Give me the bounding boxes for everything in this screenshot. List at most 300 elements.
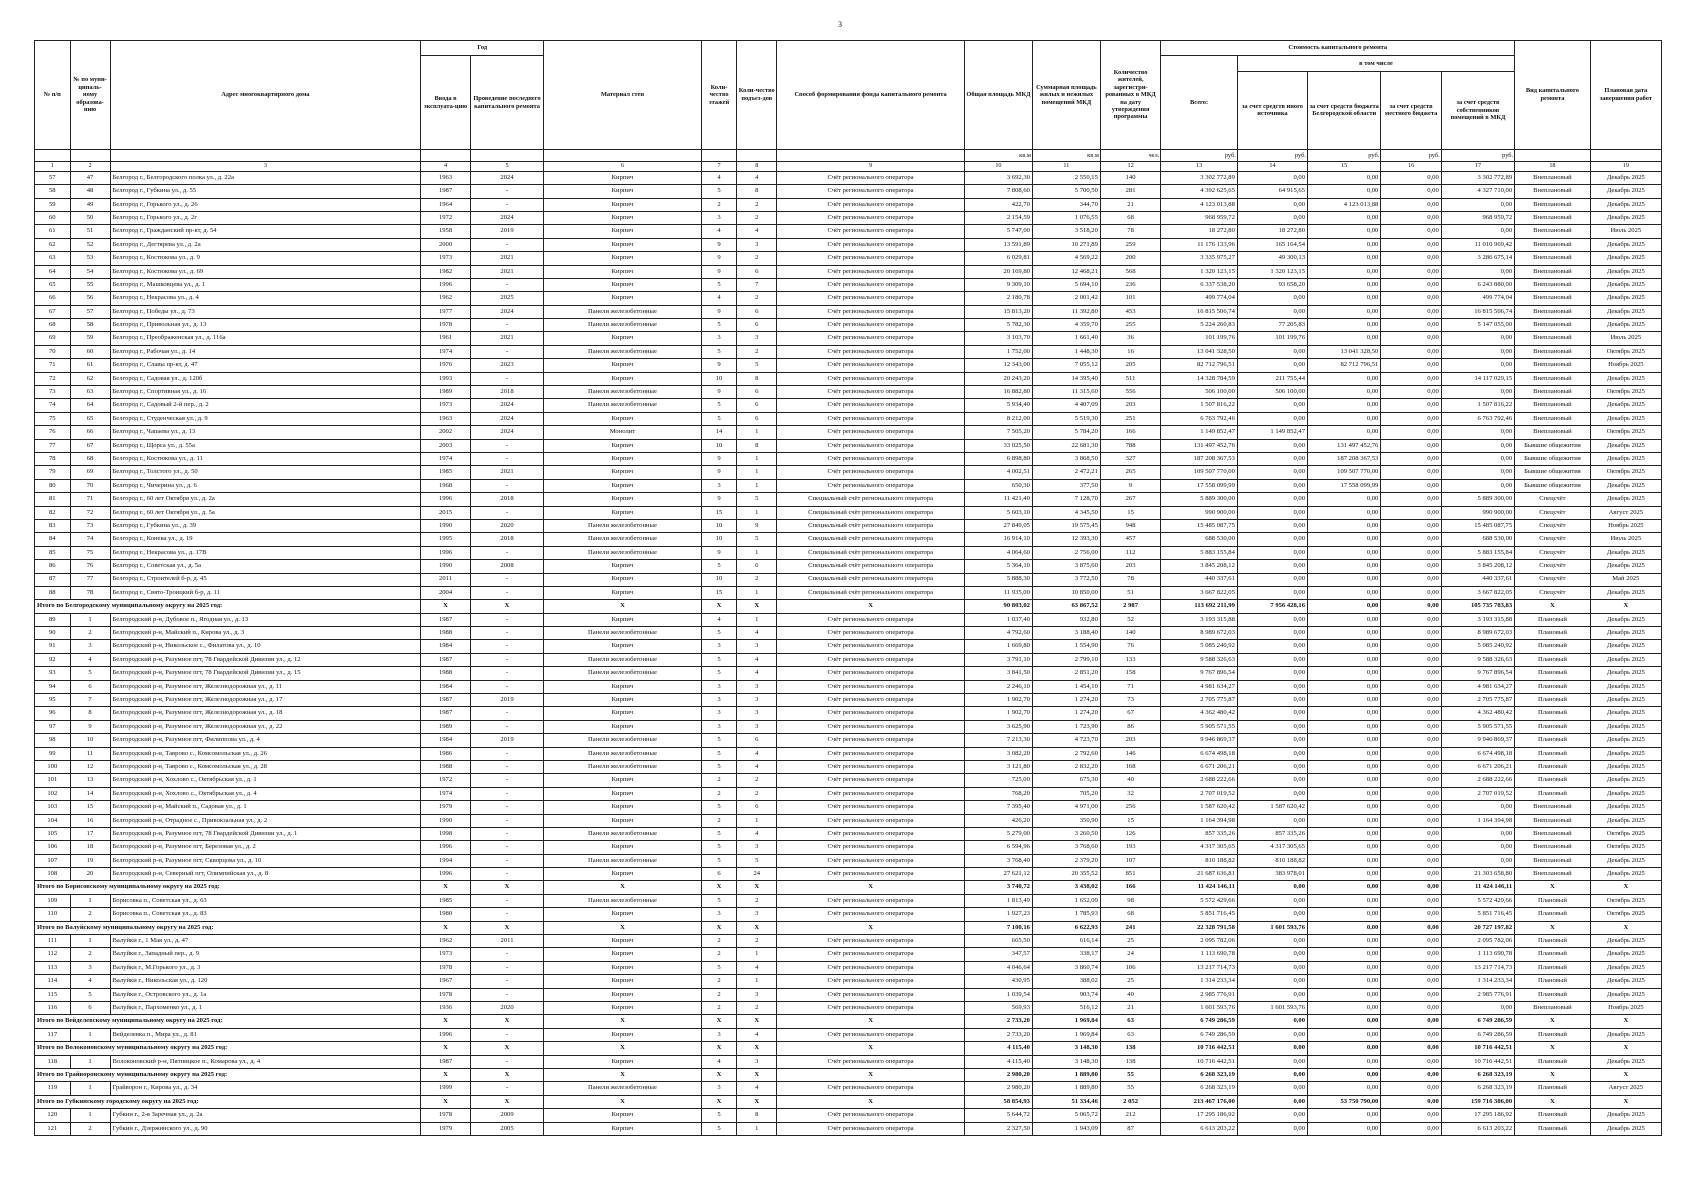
subtotal-cell: 6 268 323,19: [1161, 1068, 1238, 1081]
table-row: [35, 292, 1662, 305]
table-cell: Кирпич: [544, 961, 702, 974]
table-cell: 1973: [421, 252, 471, 265]
table-cell: 2021: [470, 252, 543, 265]
table-cell: 5: [701, 854, 737, 867]
address-cell: Белгород г., Костюкова ул., д. 69: [110, 265, 421, 278]
table-cell: Плановый: [1515, 653, 1591, 666]
table-cell: 1 669,80: [964, 640, 1032, 653]
table-cell: 1 902,70: [964, 694, 1032, 707]
table-cell: 67: [70, 439, 110, 452]
table-cell: 4: [701, 613, 737, 626]
table-cell: 236: [1100, 278, 1160, 291]
address-cell: Белгородский р-н, Разумное пгт, Железнодорожная ул., д. 11: [110, 680, 421, 693]
table-cell: Плановый: [1515, 787, 1591, 800]
subtotal-cell: X: [421, 1068, 471, 1081]
subtotal-cell: X: [1515, 1042, 1591, 1055]
table-cell: 69: [70, 466, 110, 479]
table-cell: 1978: [421, 988, 471, 1001]
table-cell: 95: [35, 694, 71, 707]
table-cell: 3 302 772,89: [1441, 171, 1514, 184]
header-cell: Общая площадь МКД: [964, 41, 1032, 150]
table-cell: 200: [1100, 252, 1160, 265]
table-cell: 166: [1100, 426, 1160, 439]
table-cell: 506 100,00: [1237, 386, 1307, 399]
table-cell: Панели железобетонные: [544, 533, 702, 546]
table-cell: 0,00: [1381, 1109, 1441, 1122]
subtotal-cell: 213 467 176,00: [1161, 1095, 1238, 1108]
table-row: [35, 694, 1662, 707]
table-cell: 1976: [421, 359, 471, 372]
table-cell: Внеплановый: [1515, 372, 1591, 385]
table-cell: Внеплановый: [1515, 426, 1591, 439]
table-cell: 338,17: [1032, 948, 1100, 961]
table-cell: 0,00: [1308, 265, 1381, 278]
table-cell: 4 362 480,42: [1161, 707, 1238, 720]
table-cell: 4: [701, 171, 737, 184]
table-cell: -: [470, 774, 543, 787]
table-row: [35, 198, 1662, 211]
table-cell: 3: [737, 694, 777, 707]
table-cell: 0,00: [1308, 225, 1381, 238]
table-cell: 2019: [470, 225, 543, 238]
table-cell: 2004: [421, 586, 471, 599]
table-cell: 990 900,00: [1441, 506, 1514, 519]
unit-cell: руб.: [1237, 149, 1307, 161]
table-cell: 2: [70, 1122, 110, 1135]
table-cell: 68: [1100, 908, 1160, 921]
table-cell: 10: [701, 573, 737, 586]
table-cell: 0,00: [1237, 546, 1307, 559]
table-cell: 6: [737, 265, 777, 278]
table-cell: 0,00: [1381, 533, 1441, 546]
table-cell: 3: [701, 707, 737, 720]
table-cell: 0,00: [1381, 1082, 1441, 1095]
table-cell: 0,00: [1308, 560, 1381, 573]
table-cell: Кирпич: [544, 439, 702, 452]
table-cell: 990 900,00: [1161, 506, 1238, 519]
table-cell: 0,00: [1381, 399, 1441, 412]
table-cell: Счёт регионального оператора: [777, 412, 965, 425]
subtotal-cell: X: [544, 600, 702, 613]
subtotal-cell: X: [544, 1095, 702, 1108]
table-cell: 1988: [421, 627, 471, 640]
table-cell: 1989: [421, 386, 471, 399]
table-cell: 3 335 975,27: [1161, 252, 1238, 265]
subtotal-cell: 0,00: [1381, 881, 1441, 894]
table-cell: 63: [35, 252, 71, 265]
table-cell: 6: [737, 386, 777, 399]
table-cell: 0,00: [1237, 519, 1307, 532]
table-cell: 5 784,20: [1032, 426, 1100, 439]
table-cell: 1973: [421, 948, 471, 961]
table-cell: 665,50: [964, 935, 1032, 948]
table-cell: 675,30: [1032, 774, 1100, 787]
subtotal-cell: X: [1515, 1015, 1591, 1028]
table-row: [35, 533, 1662, 546]
table-cell: Кирпич: [544, 560, 702, 573]
table-cell: 2 095 782,06: [1161, 935, 1238, 948]
table-cell: Декабрь 2025: [1590, 653, 1661, 666]
table-cell: Ноябрь 2025: [1590, 519, 1661, 532]
table-cell: 20: [70, 868, 110, 881]
table-cell: 12: [70, 760, 110, 773]
table-cell: 1996: [421, 841, 471, 854]
table-cell: 3 692,30: [964, 171, 1032, 184]
table-cell: Специальный счёт регионального оператора: [777, 506, 965, 519]
table-cell: 0,00: [1308, 627, 1381, 640]
subtotal-title: Итого по Борисовскому муниципальному округу на 2025 год:: [35, 881, 421, 894]
unit-cell: [1515, 149, 1591, 161]
table-cell: Счёт регионального оператора: [777, 707, 965, 720]
table-cell: 4: [701, 292, 737, 305]
table-cell: 2 756,00: [1032, 546, 1100, 559]
table-cell: 1961: [421, 332, 471, 345]
table-cell: 0,00: [1308, 667, 1381, 680]
subtotal-cell: 0,00: [1381, 1015, 1441, 1028]
subtotal-cell: X: [737, 1095, 777, 1108]
table-cell: 5 694,10: [1032, 278, 1100, 291]
table-row: [35, 573, 1662, 586]
table-cell: 52: [70, 238, 110, 251]
table-cell: 2 550,15: [1032, 171, 1100, 184]
table-cell: 256: [1100, 801, 1160, 814]
table-cell: 57: [35, 171, 71, 184]
table-cell: 101: [1100, 292, 1160, 305]
table-cell: 68: [35, 319, 71, 332]
table-cell: 1 149 852,47: [1237, 426, 1307, 439]
table-cell: 0,00: [1237, 479, 1307, 492]
table-cell: 251: [1100, 412, 1160, 425]
table-cell: Внеплановый: [1515, 841, 1591, 854]
table-cell: 113: [35, 961, 71, 974]
table-cell: -: [470, 506, 543, 519]
table-cell: 1996: [421, 868, 471, 881]
table-cell: 3 768,60: [1032, 841, 1100, 854]
table-cell: 327: [1100, 452, 1160, 465]
table-cell: Кирпич: [544, 225, 702, 238]
table-cell: Плановый: [1515, 694, 1591, 707]
table-cell: 8: [737, 185, 777, 198]
subtotal-cell: 2 987: [1100, 600, 1160, 613]
table-cell: 1972: [421, 774, 471, 787]
table-cell: 91: [35, 640, 71, 653]
table-row: [35, 908, 1662, 921]
subtotal-cell: X: [470, 1095, 543, 1108]
table-cell: Плановый: [1515, 894, 1591, 907]
table-cell: 281: [1100, 185, 1160, 198]
table-cell: Счёт регионального оператора: [777, 667, 965, 680]
subtotal-cell: 6 749 286,59: [1161, 1015, 1238, 1028]
subtotal-cell: 0,00: [1308, 1068, 1381, 1081]
table-cell: Плановый: [1515, 734, 1591, 747]
table-cell: 1972: [421, 211, 471, 224]
table-cell: 0,00: [1308, 774, 1381, 787]
table-cell: 2 705 775,87: [1161, 694, 1238, 707]
subtotal-cell: X: [701, 1015, 737, 1028]
table-cell: 9: [1100, 479, 1160, 492]
table-cell: 0,00: [1308, 841, 1381, 854]
table-cell: 115: [35, 988, 71, 1001]
table-cell: 440 337,61: [1161, 573, 1238, 586]
table-cell: 5: [701, 653, 737, 666]
table-cell: 0,00: [1381, 747, 1441, 760]
table-cell: -: [470, 1028, 543, 1041]
address-cell: Белгородский р-н, Разумное пгт, 78 Гвардейской Дивизии ул., д. 1: [110, 827, 421, 840]
table-row: [35, 841, 1662, 854]
table-cell: Счёт регионального оператора: [777, 680, 965, 693]
table-cell: 5 224 260,83: [1161, 319, 1238, 332]
table-cell: Кирпич: [544, 506, 702, 519]
table-cell: 2: [701, 787, 737, 800]
table-row: [35, 975, 1662, 988]
table-cell: 1989: [421, 720, 471, 733]
table-cell: 11: [70, 747, 110, 760]
table-cell: 5: [701, 345, 737, 358]
table-cell: -: [470, 613, 543, 626]
table-cell: 60: [35, 211, 71, 224]
table-cell: 7 213,30: [964, 734, 1032, 747]
address-cell: Губкин г., Дзержинского ул., д. 90: [110, 1122, 421, 1135]
subtotal-cell: X: [1515, 1095, 1591, 1108]
table-cell: 49: [70, 198, 110, 211]
table-cell: Счёт регионального оператора: [777, 345, 965, 358]
table-cell: Декабрь 2025: [1590, 399, 1661, 412]
subtotal-cell: 22 328 791,58: [1161, 921, 1238, 934]
table-cell: 99: [35, 747, 71, 760]
table-cell: Кирпич: [544, 640, 702, 653]
table-cell: Внеплановый: [1515, 319, 1591, 332]
table-cell: Счёт регионального оператора: [777, 841, 965, 854]
table-cell: 85: [35, 546, 71, 559]
table-cell: 0,00: [1381, 305, 1441, 318]
repair-register-table: [34, 40, 1662, 1136]
table-cell: Внеплановый: [1515, 1002, 1591, 1015]
table-cell: 1 652,09: [1032, 894, 1100, 907]
table-cell: 0,00: [1381, 426, 1441, 439]
table-cell: 347,57: [964, 948, 1032, 961]
table-cell: 0,00: [1381, 827, 1441, 840]
table-cell: 0,00: [1308, 252, 1381, 265]
table-cell: 67: [1100, 707, 1160, 720]
table-cell: 2: [737, 787, 777, 800]
table-cell: Декабрь 2025: [1590, 372, 1661, 385]
table-cell: Кирпич: [544, 613, 702, 626]
table-cell: Счёт регионального оператора: [777, 1002, 965, 1015]
table-cell: 0,00: [1381, 1055, 1441, 1068]
table-cell: 5 147 055,00: [1441, 319, 1514, 332]
address-cell: Грайворон г., Кирова ул., д. 34: [110, 1082, 421, 1095]
table-cell: Октябрь 2025: [1590, 345, 1661, 358]
table-cell: 0,00: [1381, 185, 1441, 198]
table-cell: 4 569,22: [1032, 252, 1100, 265]
table-cell: 64: [70, 399, 110, 412]
table-cell: 75: [35, 412, 71, 425]
table-cell: 0,00: [1308, 961, 1381, 974]
table-cell: Счёт регионального оператора: [777, 961, 965, 974]
table-cell: 2: [701, 814, 737, 827]
table-cell: 1 752,00: [964, 345, 1032, 358]
table-cell: 0,00: [1237, 305, 1307, 318]
table-cell: 5: [701, 560, 737, 573]
table-cell: 3: [737, 640, 777, 653]
table-cell: -: [470, 546, 543, 559]
table-cell: 0,00: [1381, 439, 1441, 452]
subtotal-cell: 63: [1100, 1015, 1160, 1028]
table-cell: Декабрь 2025: [1590, 627, 1661, 640]
table-cell: 73: [1100, 694, 1160, 707]
table-cell: Плановый: [1515, 1122, 1591, 1135]
table-cell: Счёт регионального оператора: [777, 319, 965, 332]
table-cell: 2 472,21: [1032, 466, 1100, 479]
table-cell: 0,00: [1441, 265, 1514, 278]
table-cell: 1 507 816,22: [1161, 399, 1238, 412]
table-cell: 7: [737, 278, 777, 291]
table-cell: Специальный счёт регионального оператора: [777, 493, 965, 506]
table-cell: -: [470, 720, 543, 733]
subtotal-row: [35, 1095, 1662, 1108]
table-cell: Кирпич: [544, 171, 702, 184]
table-cell: 187 208 367,53: [1308, 452, 1381, 465]
table-cell: Счёт регионального оператора: [777, 185, 965, 198]
table-row: [35, 894, 1662, 907]
table-cell: 2 799,10: [1032, 653, 1100, 666]
table-cell: 9 767 896,54: [1161, 667, 1238, 680]
unit-cell: чел.: [1100, 149, 1160, 161]
table-cell: 0,00: [1237, 667, 1307, 680]
table-row: [35, 171, 1662, 184]
table-cell: Счёт регионального оператора: [777, 452, 965, 465]
table-cell: 267: [1100, 493, 1160, 506]
table-cell: 4: [737, 827, 777, 840]
table-cell: 7 808,60: [964, 185, 1032, 198]
table-cell: -: [470, 185, 543, 198]
table-cell: 6: [737, 560, 777, 573]
table-cell: 109 507 770,00: [1308, 466, 1381, 479]
table-cell: 0,00: [1381, 975, 1441, 988]
table-cell: Внеплановый: [1515, 305, 1591, 318]
table-row: [35, 720, 1662, 733]
subtotal-cell: X: [1590, 600, 1661, 613]
table-cell: 65: [35, 278, 71, 291]
table-cell: 5 085 240,92: [1161, 640, 1238, 653]
table-cell: -: [470, 854, 543, 867]
table-cell: 9: [701, 305, 737, 318]
table-cell: 50: [70, 211, 110, 224]
table-cell: 5 782,30: [964, 319, 1032, 332]
table-cell: 2 851,20: [1032, 667, 1100, 680]
table-cell: Декабрь 2025: [1590, 319, 1661, 332]
table-row: [35, 680, 1662, 693]
table-cell: Кирпич: [544, 252, 702, 265]
table-cell: 1996: [421, 546, 471, 559]
table-cell: 103: [35, 801, 71, 814]
table-cell: 11 392,80: [1032, 305, 1100, 318]
table-cell: 1 902,70: [964, 707, 1032, 720]
subtotal-cell: X: [1515, 1068, 1591, 1081]
table-cell: 0,00: [1381, 894, 1441, 907]
table-cell: Панели железобетонные: [544, 827, 702, 840]
table-row: [35, 252, 1662, 265]
table-cell: 705,20: [1032, 787, 1100, 800]
table-cell: 33 025,50: [964, 439, 1032, 452]
subtotal-cell: 0,00: [1237, 1015, 1307, 1028]
table-cell: -: [470, 707, 543, 720]
address-cell: Белгород г., Некрасова ул., д. 4: [110, 292, 421, 305]
table-cell: 0,00: [1237, 211, 1307, 224]
column-index-cell: 16: [1381, 161, 1441, 171]
table-cell: 101 199,76: [1161, 332, 1238, 345]
table-cell: 22 681,30: [1032, 439, 1100, 452]
table-cell: 1 813,49: [964, 894, 1032, 907]
table-cell: 6 898,80: [964, 452, 1032, 465]
table-cell: 59: [35, 198, 71, 211]
address-cell: Белгород г., Горького ул., д. 26: [110, 198, 421, 211]
table-cell: 10: [701, 533, 737, 546]
table-cell: 3: [701, 680, 737, 693]
table-cell: 1996: [421, 1028, 471, 1041]
table-cell: 0,00: [1237, 627, 1307, 640]
table-cell: 3: [737, 238, 777, 251]
table-cell: Декабрь 2025: [1590, 760, 1661, 773]
address-cell: Белгород г., Рабочая ул., д. 14: [110, 345, 421, 358]
table-cell: Плановый: [1515, 975, 1591, 988]
table-cell: 193: [1100, 841, 1160, 854]
table-cell: Специальный счёт регионального оператора: [777, 573, 965, 586]
table-cell: 21 303 658,80: [1441, 868, 1514, 881]
table-cell: 57: [70, 305, 110, 318]
table-cell: 4 123 013,88: [1161, 198, 1238, 211]
unit-cell: [35, 149, 71, 161]
table-cell: 0,00: [1441, 225, 1514, 238]
column-index-cell: 5: [470, 161, 543, 171]
table-cell: 3: [701, 211, 737, 224]
table-cell: 0,00: [1381, 613, 1441, 626]
table-cell: 810 188,82: [1161, 854, 1238, 867]
column-index-cell: 10: [964, 161, 1032, 171]
subtotal-cell: 63 867,52: [1032, 600, 1100, 613]
table-cell: Счёт регионального оператора: [777, 332, 965, 345]
table-cell: 16: [1100, 345, 1160, 358]
table-cell: 133: [1100, 653, 1160, 666]
table-cell: 6 613 203,22: [1161, 1122, 1238, 1135]
table-cell: Плановый: [1515, 774, 1591, 787]
table-cell: Октябрь 2025: [1590, 841, 1661, 854]
table-row: [35, 854, 1662, 867]
address-cell: Белгородский р-н, Хохлово с., Октябрьская ул., д. 1: [110, 774, 421, 787]
table-cell: Кирпич: [544, 1028, 702, 1041]
table-cell: 1: [70, 1082, 110, 1095]
subtotal-cell: X: [544, 1042, 702, 1055]
table-cell: 0,00: [1381, 506, 1441, 519]
table-cell: 58: [35, 185, 71, 198]
table-cell: 725,00: [964, 774, 1032, 787]
subtotal-title: Итого по Белгородскому муниципальному округу на 2025 год:: [35, 600, 421, 613]
table-row: [35, 1122, 1662, 1135]
table-cell: 32: [1100, 787, 1160, 800]
table-cell: 158: [1100, 667, 1160, 680]
table-cell: 5: [701, 399, 737, 412]
table-cell: 5 644,72: [964, 1109, 1032, 1122]
table-cell: 17 558 099,99: [1308, 479, 1381, 492]
table-cell: 1 314 233,34: [1161, 975, 1238, 988]
table-cell: 2 832,20: [1032, 760, 1100, 773]
table-cell: 3 302 772,89: [1161, 171, 1238, 184]
table-cell: 74: [35, 399, 71, 412]
table-cell: 2: [701, 774, 737, 787]
table-cell: 82 712 796,51: [1308, 359, 1381, 372]
address-cell: Борисовка п., Советская ул., д. 83: [110, 908, 421, 921]
table-row: [35, 359, 1662, 372]
